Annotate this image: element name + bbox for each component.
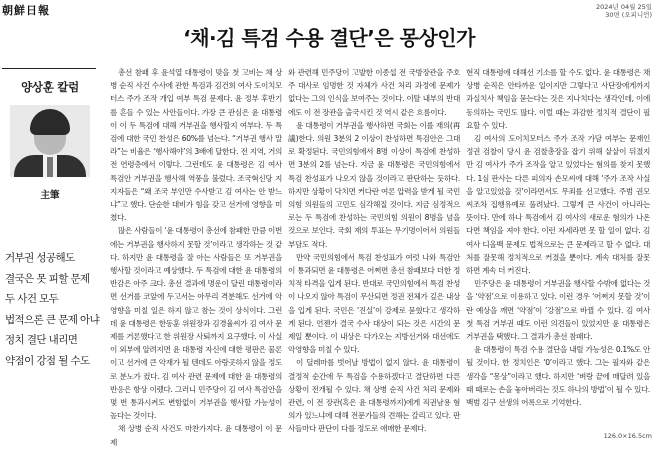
paragraph: 민주당은 윤 대통령이 거부권을 행사할 수밖에 없다는 것을 ‘약점’으로 이용하고 있다. 이런 경우 ‘어쩌지 못할 것’이란 예상을 깨면 ‘약점’이 ‘강점’으로 바뀔 수 있다. 김 여사 첫 특검 거부권 때도 이런 의견들이 있었지만 윤 대통령은 거부권을 택했다. 그 결과가 총선 참패다. xyxy=(466,279,650,342)
dateline xyxy=(596,3,652,19)
pull-quote-line: 법적으론 큰 문제 아냐 xyxy=(5,313,100,326)
paragraph: 이 딜레마를 벗어날 방법이 없지 않다. 윤 대통령이 결정적 순간에 두 특검을 수용하겠다고 결단하면 다른 상황이 전개될 수 있다. 채 상병 순직 사건 처리 문제와 관련, 이 전 장관(혹은 윤 대통령까지)에게 직권남용 혐의가 있느냐에 대해 전문가들의 견해는 갈리고 있다. 판사들마다 판단이 다를 정도로 애매한 문제다. xyxy=(288,358,460,434)
paragraph: 김 여사의 도이치모터스 주가 조작 가담 여부는 문재인 정권 검찰이 당시 윤 검찰총장을 잡기 위해 샅샅이 뒤졌지만 김 여사가 주가 조작을 알고 있었다는 혐의를 찾지 못했다. 1심 판사는 다른 피의자 손모씨에 대해 ‘주가 조작 사실을 알고있었을 것’이라면서도 무죄를 선고했다. 주범 권모씨조차 집행유예로 풀려났다. 그렇게 큰 사건이 아니라는 뜻이다. 만에 하나 특검에서 김 여사의 새로운 혐의가 나온다면 책임을 져야 한다. 이런 자세라면 못 할 일이 없다. 김 여사 디올백 문제도 법적으로는 큰 문제라고 할 수 없다. 대처를 잘못해 정치적으로 커졌을 뿐이다. 계속 대처를 잘못하면 계속 더 커진다. xyxy=(466,134,650,276)
paragraph: 채 상병 순직 사건도 마찬가지다. 윤 대통령이 이 문제 xyxy=(110,424,282,447)
publish-date: 2024년 04월 25일 xyxy=(595,3,652,11)
article-headline: ‘채·김 특검 수용 결단’은 몽상인가 xyxy=(183,26,475,50)
paragraph: 만약 국민의힘에서 특검 찬성표가 여럿 나와 특검안이 통과되면 윤 대통령은 어쩌면 총선 참패보다 더한 정치적 타격을 입게 된다. 반대로 국민의힘에서 특검 찬성이 나오지 않아 특검이 무산되면 정권 전체가 깊은 내상을 입게 된다. 국민은 ‘진실’이 강제로 묻혔다고 생각하게 된다. 언젠가 결국 수사 대상이 되는 것은 시간의 문제일 뿐이다. 이 내상은 다가오는 지방선거와 대선에도 악영향을 미칠 수 있다. xyxy=(288,252,460,355)
pull-quote-line: 두 사건 모두 xyxy=(5,293,59,305)
paragraph: 총선 참패 후 윤석열 대통령이 맞을 첫 고비는 채 상병 순직 사건 수사에 관한 특검과 김건희 여사 도이치모터스 주가 조작 개입 여부 특검 문제다. 윤 정부 후반기를 흔들 수 있는 사안들이다. 가장 큰 관심은 윤 대통령이 이 두 특검에 대해 거부권을 행사할지 여부다. 두 특검에 대한 국민 찬성은 60%를 넘는다. “거부권 행사 말라”는 비율은 ‘행사해야’의 3배에 달한다. 전 지역, 거의 전 연령층에서 이렇다. 그런데도 윤 대통령은 김 여사 특검안 거부권을 행사해 역풍을 불렀다. 조국혁신당 지지자들은 “왜 조국 부인만 수사받고 김 여사는 안 받느냐”고 했다. 단순한 대비가 힘을 갖고 선거에 영향을 미쳤다. xyxy=(110,68,282,223)
pull-quote-line: 거부권 성공해도 xyxy=(5,252,75,264)
page-section: 30면 (오피니언) xyxy=(605,11,652,19)
article-column-1 xyxy=(110,66,282,449)
paragraph: 윤 대통령이 특검 수용 결단을 내릴 가능성은 0.1%도 안 될 것이다. 한 정치인은 ‘0’이라고 했다. 그는 필자와 같은 생각을 “몽상”이라고 했다. 하지만 ‘벼랑 끝에 매달려 있을 때 때로는 손을 놓아버리는 것도 하나의 방법’이 될 수 있다. 백범 김구 선생의 어록으로 기억한다. xyxy=(466,345,650,408)
article-column-3 xyxy=(466,66,650,409)
clipping-size-note: 126.0×16.5cm xyxy=(603,432,652,440)
article-column-2 xyxy=(288,66,460,436)
sidebar-divider xyxy=(2,68,96,69)
pull-quote-line: 정치 결단 내리면 xyxy=(5,334,78,346)
column-title: 양상훈 칼럼 xyxy=(21,80,79,94)
column-sidebar xyxy=(0,68,100,201)
columnist-role: 主筆 xyxy=(40,190,60,201)
newspaper-masthead: 朝鮮日報 xyxy=(2,4,50,17)
columnist-photo xyxy=(10,105,90,177)
paragraph: 윤 대통령이 거부권을 행사하면 국회는 이를 재의(再議)한다. 의원 3분의 2 이상이 찬성하면 특검안은 그대로 확정된다. 국민의힘에서 8명 이상이 특검에 찬성하면 3분의 2를 넘는다. 지금 윤 대통령은 국민의힘에서 특검 찬성표가 나오지 않을 것이라고 판단하는 듯하다. 하지만 상황이 닥치면 커다란 여론 압력을 받게 될 국민의힘 의원들의 고민도 심각해질 것이다. 지금 심정적으로는 두 특검에 찬성하는 국민의힘 의원이 8명을 넘을 것으로 보인다. 국회 재의 투표는 무기명이어서 의원들 부담도 적다. xyxy=(288,120,460,249)
paragraph: 많은 사람들이 ‘윤 대통령이 총선에 참패한 만큼 이번에는 거부권을 행사하지 못할 것’이라고 생각하는 것 같다. 하지만 윤 대통령을 잘 아는 사람들은 또 거부권을 행사할 것이라고 예상했다. 두 특검에 대한 윤 대통령의 반감은 아주 크다. 총선 결과에 명운이 달린 대통령이라면 선거를 코앞에 두고서는 아무리 격분해도 선거에 악영향을 미칠 일은 하지 않고 참는 것이 상식이다. 그런데 윤 대통령은 한동훈 위원장과 김경율씨가 김 여사 문제를 거론했다고 한 위원장 사퇴까지 요구했다. 이 사실이 외부에 알려지면 윤 대통령 자신에 대한 평판은 물론이고 선거에 큰 악재가 될 텐데도 아랑곳하지 않을 정도로 분노가 컸다. 김 여사 관련 문제에 대한 윤 대통령의 반응은 항상 이랬다. 그러니 민주당이 김 여사 특검안을 몇 번 통과시켜도 변함없이 거부권을 행사할 가능성이 높다는 것이다. xyxy=(110,226,282,421)
pull-quote-line: 약점이 강점 될 수도 xyxy=(5,354,90,367)
paragraph: 현직 대통령에 대해선 기소를 할 수도 없다. 윤 대통령은 채 상병 순직은 안타까운 일이지만 그렇다고 사단장에게까지 과실치사 책임을 묻는다는 것은 지나치다는 생각인데, 이에 동의하는 국민도 많다. 이럴 때는 과감한 정치적 결단이 필요할 수 있다. xyxy=(466,68,650,130)
pull-quote-line: 결국은 못 피할 문제 xyxy=(5,272,90,285)
pull-quote xyxy=(5,248,107,371)
paragraph: 와 관련해 민주당이 고발한 이종섭 전 국방장관을 주호주 대사로 임명한 것 자체가 사건 처리 과정에 문제가 없다는 그의 인식을 보여주는 것이다. 이탈 내부의 반대에도 이 전 장관을 출국시킨 것 역시 같은 흐름이다. xyxy=(288,68,460,117)
